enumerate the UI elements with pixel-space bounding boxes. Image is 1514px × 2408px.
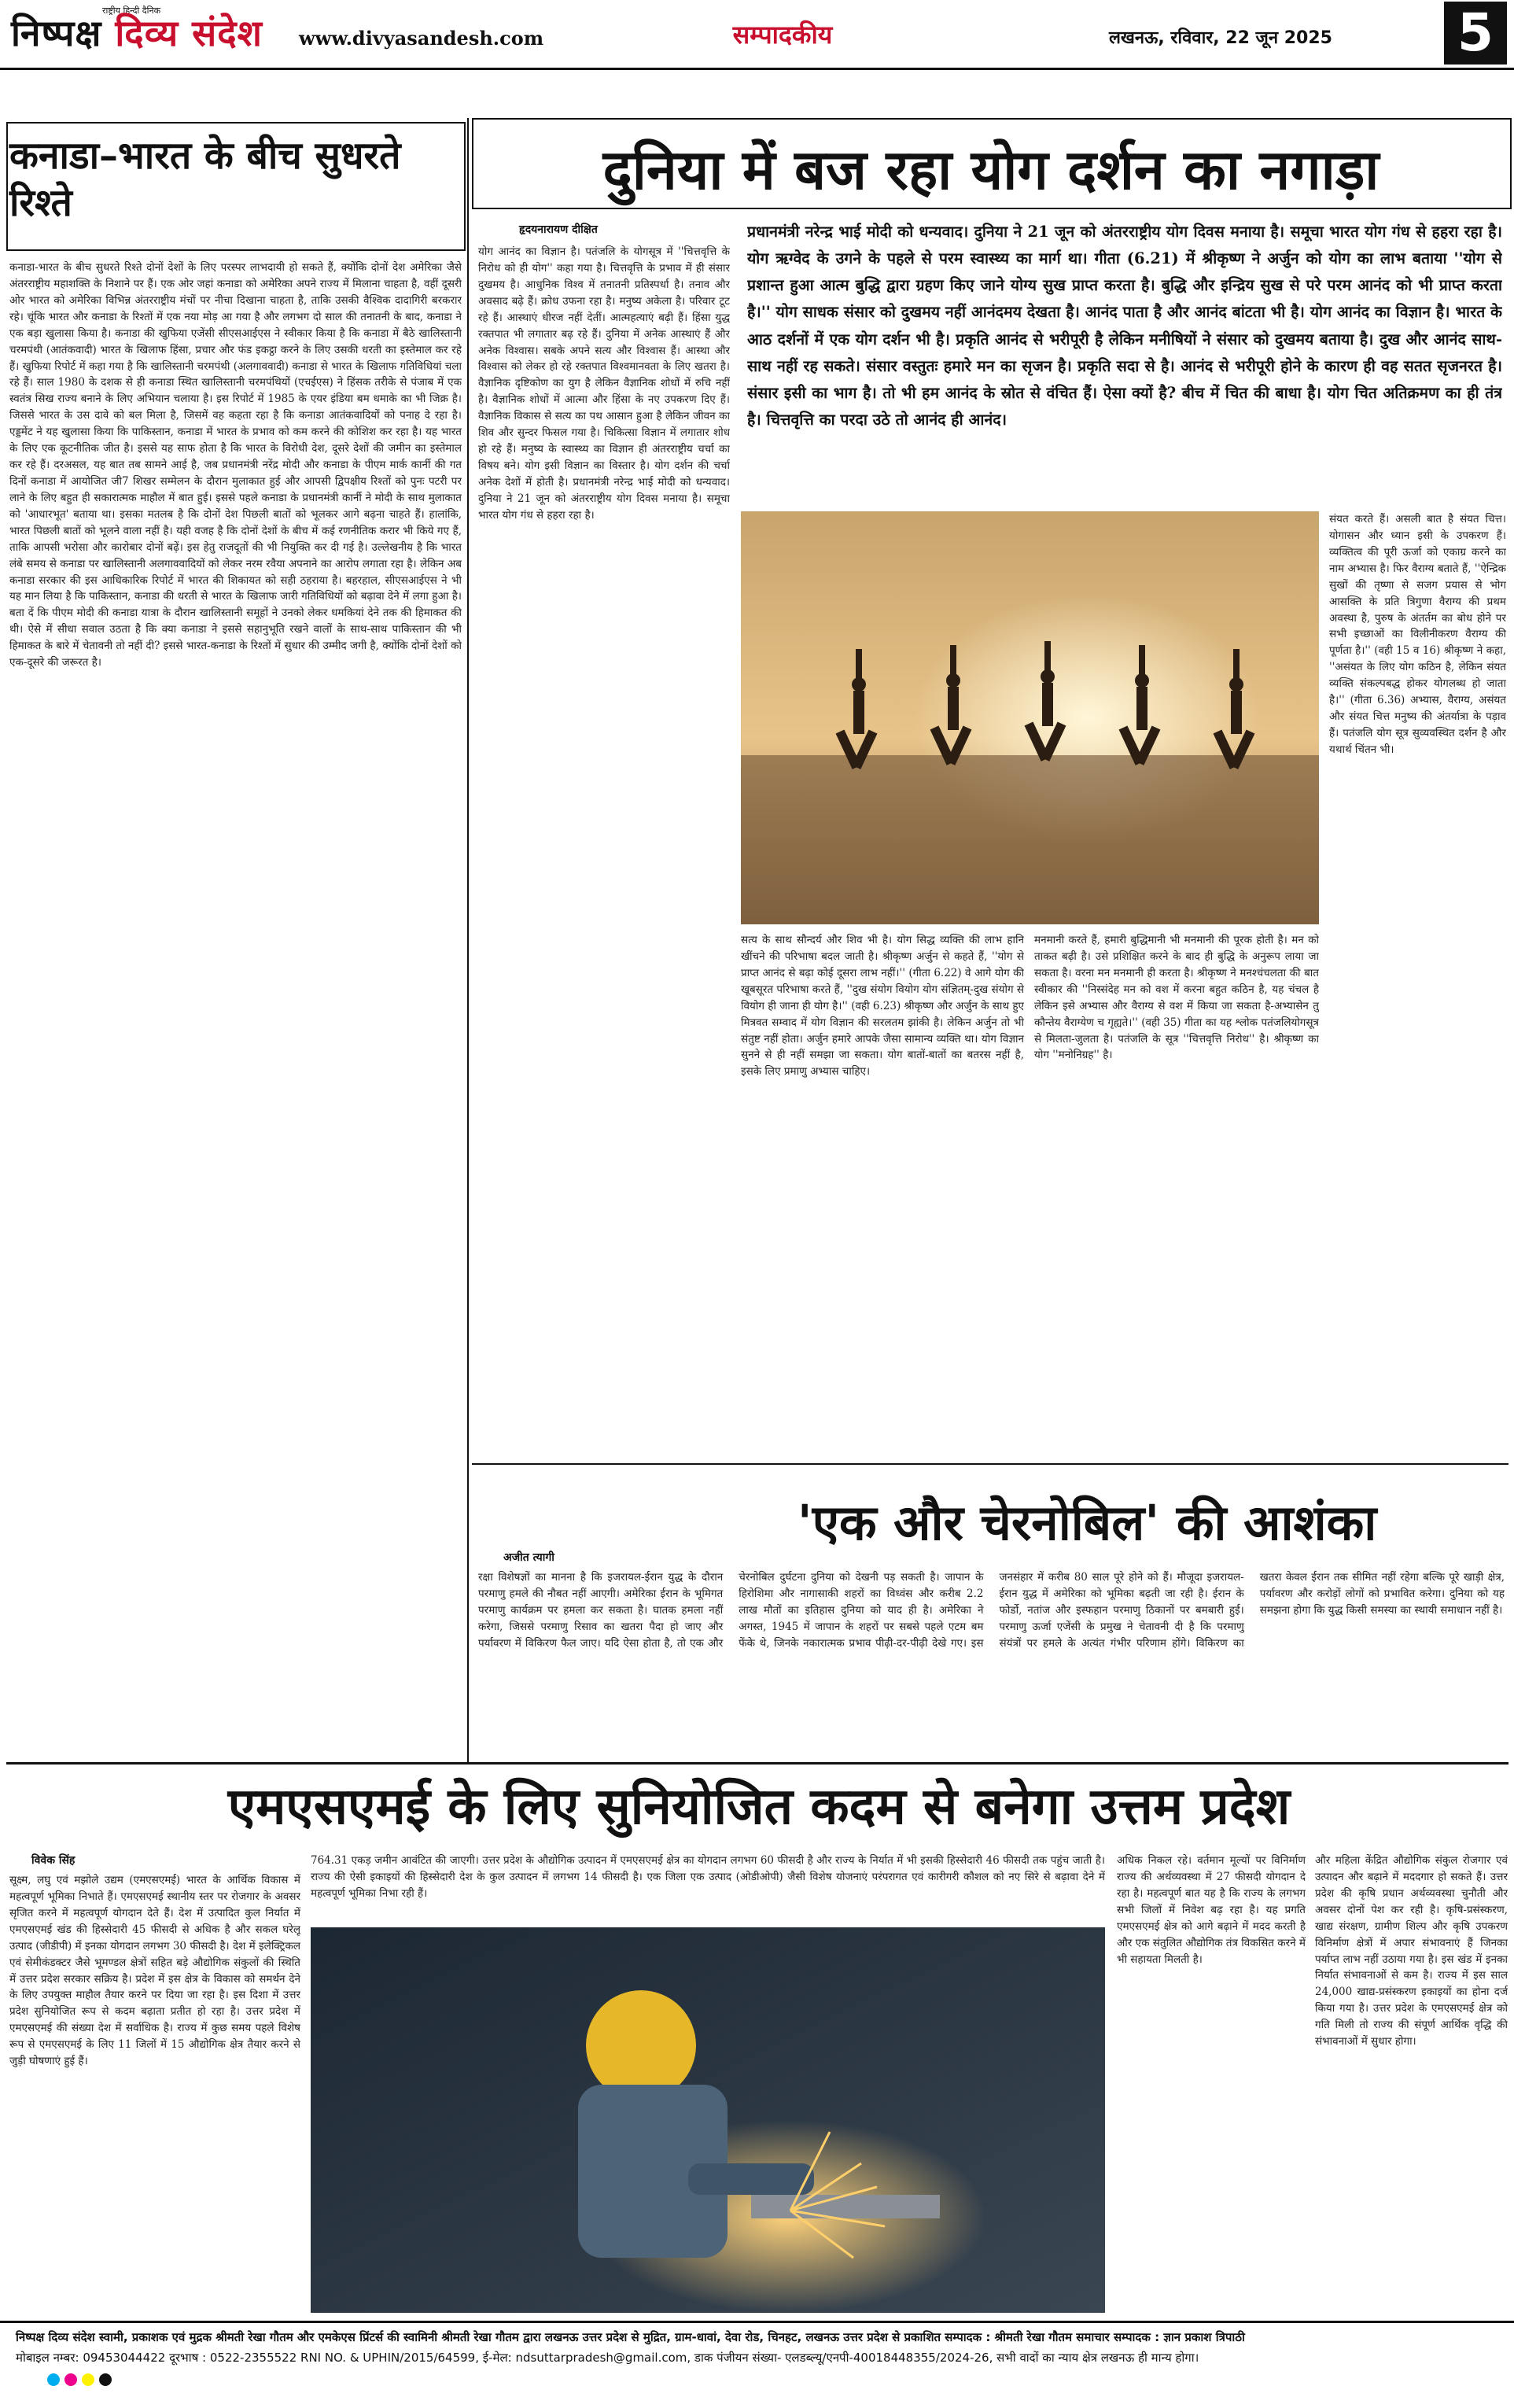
main-article-col1: योग आनंद का विज्ञान है। पतंजलि के योगसूत्र में ''चित्तवृत्ति के निरोध को ही योग'' कहा गया है। चित्तवृत्ति के प्रभाव में ही संसार दुखमय है। आधुनिक विश्व में तनातनी प्रतिस्पर्धा है। तनाव और अवसाद बढ़े हैं। क्रोध उफना रहा है। मनुष्य अकेला है। परिवार टूट रहे हैं। आस्थाएं धीरज नहीं देतीं। आत्महत्याएं बढ़ी हैं। हिंसा युद्ध रक्तपात भी लगातार बढ़ रहे हैं। दुनिया में अनेक आस्थाएं हैं और अनेक विश्वास। सबके अपने सत्य और विश्वास हैं। आस्था और विश्वास को लेकर हो रहे रक्तपात विश्वमानवता के लिए खतरा है। वैज्ञानिक दृष्टिकोण का युग है लेकिन वैज्ञानिक शोधों में रुचि नहीं है। वैज्ञानिक शोधों में आत्मा और हिंसा के नए उपकरण दिए हैं। वैज्ञानिक विकास से सत्य का पथ आसान हुआ है लेकिन जीवन का शिव और सुन्दर फिसल गया है। चिकित्सा विज्ञान में लगातार शोध हो रहे हैं। मनुष्य के स्वास्थ्य का विज्ञान ही अंतरराष्ट्रीय चर्चा का विषय बने। योग इसी विज्ञान का विस्तार है। योग दर्शन की चर्चा अनेक देशों में होती है। प्रधानमंत्री नरेन्द्र भाई मोदी को धन्यवाद। दुनिया ने 21 जून को अंतरराष्ट्रीय योग दिवस मनाया है। समूचा भारत योग गंध से हहरा रहा है। [478,245,730,522]
chernobyl-article-headline: 'एक और चेरनोबिल' की आशंका [797,1494,1377,1551]
masthead [0,0,1514,70]
main-article-col2: सत्य के साथ सौन्दर्य और शिव भी है। योग सिद्ध व्यक्ति की लाभ हानि खींचने की परिभाषा बदल जाती है। श्रीकृष्ण अर्जुन से कहते हैं, ''योग से प्राप्त आनंद से बढ़ा कोई दूसरा लाभ नहीं।'' (गीता 6.22) वे आगे योग की खूबसूरत परिभाषा करते हैं, ''दुख संयोग वियोग योग संज्ञितम्-दुख संयोग से वियोग ही जाना ही योग है।'' (वही 6.23) श्रीकृष्ण और अर्जुन के साथ हुए मित्रवत सम्वाद में योग विज्ञान की सरलतम झांकी है। लेकिन अर्जुन तो भी संतुष्ट नहीं होता। अर्जुन हमारे आपके जैसा सामान्य व्यक्ति था। योग विज्ञान सुनने से ही नहीं समझा जा सकता। योग बातों-बातों का बतरस नहीं है, इसके लिए प्रमाणु अभ्यास चाहिए। [741,934,1024,1079]
chernobyl-article-byline: अजीत त्यागी [503,1551,554,1564]
logo-part2: दिव्य संदेश [115,12,263,54]
main-article-headline: दुनिया में बज रहा योग दर्शन का नगाड़ा [602,137,1380,202]
chernobyl-article-body: रक्षा विशेषज्ञों का मानना है कि इजरायल-ईरान युद्ध के दौरान परमाणु हमले की नौबत नहीं आएगी। अमेरिका ईरान के भूमिगत परमाणु कार्यक्रम पर हमला कर सकता है। घातक हमला नहीं करेगा, जिससे परमाणु रिसाव का खतरा पैदा हो जाए और पर्यावरण में विकिरण फैल जाए। यदि ऐसा होता है, तो एक और चेरनोबिल दुर्घटना दुनिया को देखनी पड़ सकती है। जापान के हिरोशिमा और नागासाकी शहरों का विध्वंस और करीब 2.2 लाख मौतों का इतिहास दुनिया को याद ही है। अमेरिका ने अगस्त, 1945 में जापान के शहरों पर सबसे पहले एटम बम फेंके थे, जिनके नकारात्मक प्रभाव पीढ़ी-दर-पीढ़ी देखे गए। इस जनसंहार में करीब 80 साल पूरे होने को हैं। मौजूदा इजरायल-ईरान युद्ध में अमेरिका को भूमिका बढ़ती जा रही है। ईरान के फोर्डो, नतांज और इस्फहान परमाणु ठिकानों पर बमबारी हुई। परमाणु ऊर्जा एजेंसी के प्रमुख ने चेतावनी दी है कि परमाणु संयंत्रों पर हमले के अत्यंत गंभीर परिणाम होंगे। विकिरण का खतरा केवल ईरान तक सीमित नहीं रहेगा बल्कि पूरे खाड़ी क्षेत्र, पर्यावरण और करोड़ों लोगों को प्रभावित करेगा। दुनिया को यह समझना होगा कि युद्ध किसी समस्या का स्थायी समाधान नहीं है। [478,1571,1505,1650]
dateline: लखनऊ, रविवार, 22 जून 2025 [1109,28,1332,48]
section-name: सम्पादकीय [732,20,833,50]
left-article-body: कनाडा-भारत के बीच सुधरते रिश्ते दोनों देशों के लिए परस्पर लाभदायी हो सकते हैं, क्योंकि दोनों देश अमेरिका जैसे अंतरराष्ट्रीय महाशक्ति के निशाने पर हैं। एक ओर जहां कनाडा को अमेरिका अपने राज्य में मिलाना चाहता है, वहीं दूसरी ओर भारत को अमेरिका विभिन्न अंतरराष्ट्रीय मंचों पर नीचा दिखाना चाहता है, ताकि उसकी वैश्विक दादागिरी बरकरार रहे। चूंकि भारत और कनाडा के रिश्तों में एक नया मोड़ आ गया है और लगभग दो साल की तनातनी के बाद, कनाडा ने एक बड़ा खुलासा किया है। कनाडा की खुफिया एजेंसी सीएसआईएस ने स्वीकार किया है कि कनाडा में बैठे खालिस्तानी चरमपंथी (आतंकवादी) भारत के खिलाफ हिंसा, प्रचार और फंड इकट्ठा करने के लिए उसकी धरती का इस्तेमाल कर रहे हैं। खुफिया रिपोर्ट में कहा गया है कि खालिस्तानी चरमपंथी (अलगाववादी) कनाडा से भारत के खिलाफ गतिविधियां चला रहे हैं। साल 1980 के दशक से ही कनाडा स्थित खालिस्तानी चरमपंथियों (एचईएस) ने हिंसक तरीके से पंजाब में एक स्वतंत्र सिख राज्य बनाने के लिए अभियान चलाया है। इस रिपोर्ट में 1985 के एयर इंडिया बम धमाके का भी जिक्र है। जिससे भारत के उस दावे को बल मिला है, जिसमें वह कहता रहा है कि कनाडा आतंकवादियों को पनाह दे रहा है। एड्डमेंट ने यह खुलासा किया कि पाकिस्तान, कनाडा में भारत के प्रभाव को कम करने की कोशिश कर रहा है। यह भारत के लिए एक कूटनीतिक जीत है। इससे यह साफ होता है कि भारत के विरोधी देश, दूसरे देशों की जमीन का इस्तेमाल कर रहे हैं। दरअसल, यह बात तब सामने आई है, जब प्रधानमंत्री नरेंद्र मोदी और कनाडा के पीएम मार्क कार्नी की गत दिनों कनाडा में आयोजित जी7 शिखर सम्मेलन के दौरान मुलाकात हुई और आपसी द्विपक्षीय रिश्तों को पुनः पटरी पर लाने के लिए बहुत ही सकारात्मक माहौल में बात हुई। इससे पहले कनाडा के प्रधानमंत्री कार्नी ने मोदी के साथ मुलाकात को 'आधारभूत' बताया था। इसका मतलब है कि दोनों देश पिछली बातों को भूलकर आगे बढ़ना चाहते हैं। हालांकि, भारत पिछली बातों को भूलने वाला नहीं है। यही वजह है कि दोनों देशों के बीच में कई रणनीतिक करार भी किये गए हैं, ताकि आपसी भरोसा और कारोबार दोनों बढ़ें। इस हेतु राजदूतों की भी नियुक्ति कर दी गई है। उल्लेखनीय है कि भारत लंबे समय से कनाडा पर खालिस्तानी अलगाववादियों को लेकर नरम रवैया अपनाने का आरोप लगाता रहा है। लेकिन अब कनाडा सरकार की इस आधिकारिक रिपोर्ट में भारत की शिकायत को सही ठहराया है। बहरहाल, सीएसआईएस ने भी यह मान लिया है कि पाकिस्तान, कनाडा की धरती से भारत के खिलाफ जारी गतिविधियों को बढ़ावा देने में लगा हुआ है। बता दें कि पीएम मोदी की कनाडा यात्रा के दौरान खालिस्तानी समूहों ने उनको लेकर धमकियां देने तक की हिमाकत की थी। ऐसे में सीधा सवाल उठता है कि क्या कनाडा ने इससे सहानुभूति रखने वालों के साथ-साथ पाकिस्तान की भी हिमाकत के बारे में चेतावनी तो नहीं दी? इससे भारत-कनाडा के रिश्तों में सुधार की उम्मीद जगी है, क्योंकि दोनों देशों को एक-दूसरे की जरूरत है। [9,261,462,669]
footer-line1: निष्पक्ष दिव्य संदेश स्वामी, प्रकाशक एवं मुद्रक श्रीमती रेखा गौतम और एमकेएस प्रिंटर्स की स्वामिनी श्रीमती रेखा गौतम द्वारा लखनऊ उत्तर प्रदेश से मुद्रित, ग्राम-धावां, देवा रोड, चिनहट, लखनऊ उत्तर प्रदेश से प्रकाशित सम्पादक : श्रीमती रेखा गौतम समाचार सम्पादक : ज्ञान प्रकाश त्रिपाठी [16,2330,1245,2344]
msme-article-col4: और महिला केंद्रित औद्योगिक संकुल रोजगार एवं उत्पादन और बढ़ाने में मददगार हो सकते हैं। उत्तर प्रदेश की कृषि प्रधान अर्थव्यवस्था चुनौती और अवसर दोनों पेश कर रही है। कृषि-प्रसंस्करण, खाद्य संरक्षण, ग्रामीण शिल्प और कृषि उपकरण विनिर्माण क्षेत्रों में अपार संभावनाएं हैं जिनका पर्याप्त लाभ नहीं उठाया गया है। इस खंड में इनका निर्यात संभावनाओं से कम है। राज्य में इस साल 24,000 खाद्य-प्रसंस्करण इकाइयों का होना दर्ज किया गया है। उत्तर प्रदेश के एमएसएमई क्षेत्र को गति मिली तो राज्य की संपूर्ण आर्थिक वृद्धि की संभावनाओं में सुधार होगा। [1315,1854,1508,2048]
logo-part1: निष्पक्ष [11,12,116,54]
section-divider [472,1463,1508,1465]
newspaper-logo [11,8,263,57]
website-link[interactable]: www.divyasandesh.com [299,27,544,50]
column-divider [467,118,469,1762]
msme-article-col2: 764.31 एकड़ जमीन आवंटित की जाएगी। उत्तर प्रदेश के औद्योगिक उत्पादन में एमएसएमई क्षेत्र का योगदान लगभग 60 फीसदी है और राज्य के निर्यात में भी इसकी हिस्सेदारी 46 फीसदी तक पहुंच जाती है। राज्य की ऐसी इकाइयों की हिस्सेदारी देश के कुल उत्पादन में लगभग 14 फीसदी है। एक जिला एक उत्पाद (ओडीओपी) जैसी विशेष योजनाएं परंपरागत एवं कारीगरी कौशल को नए सिरे से बढ़ावा देने में महत्वपूर्ण भूमिका निभा रही हैं। [311,1854,1105,1900]
welder-illustration [311,1927,1105,2313]
msme-article-headline: एमएसएमई के लिए सुनियोजित कदम से बनेगा उत्तम प्रदेश [227,1777,1291,1836]
main-article-lead: प्रधानमंत्री नरेन्द्र भाई मोदी को धन्यवाद। दुनिया ने 21 जून को अंतरराष्ट्रीय योग दिवस मनाया है। समूचा भारत योग गंध से हहरा रहा है। योग ऋग्वेद के उगने के पहले से परम स्वास्थ्य का मार्ग था। गीता (6.21) में श्रीकृष्ण ने अर्जुन को योग का लाभ बताया ''योग से प्रशान्त हुआ आत्म बुद्धि द्वारा ग्रहण किए जाने योग्य सुख प्राप्त करता है। बुद्धि और इन्द्रिय सुख से परे परम आनंद को भी प्राप्त करता है।'' योग साधक संसार को दुखमय नहीं आनंदमय देखता है। आनंद पाता है और आनंद बांटता भी है। योग आनंद का विज्ञान है। भारत के आठ दर्शनों में एक योग दर्शन भी है। प्रकृति आनंद से भरीपूरी है लेकिन मनीषियों ने संसार को दुखमय बताया है। दुख और आनंद साथ-साथ नहीं रह सकते। संसार वस्तुतः हमारे मन का सृजन है। प्रकृति सदा से है। आनंद से भरीपूरी होने के कारण ही वह सतत सृजनरत है। संसार इसी का भाग है। तो भी हम आनंद के स्रोत से वंचित हैं। ऐसा क्यों है? बीच में चित की बाधा है। योग चित अतिक्रमण का ही तंत्र है। चित्तवृत्ति का परदा उठे तो आनंद ही आनंद। [747,223,1502,429]
section-divider [6,1762,1508,1765]
msme-article-col3: अधिक निकल रहे। वर्तमान मूल्यों पर विनिर्माण राज्य की अर्थव्यवस्था में 27 फीसदी योगदान दे रहा है। महत्वपूर्ण बात यह है कि राज्य के लगभग सभी जिलों में निवेश बढ़ रहा है। यह प्रगति एमएसएमई क्षेत्र को आगे बढ़ाने में मदद करती है और एक संतुलित औद्योगिक तंत्र विकसित करने में भी सहायता मिलती है। [1117,1854,1306,1966]
main-article-col3: मनमानी करते हैं, हमारी बुद्धिमानी भी मनमानी की पूरक होती है। मन को ताकत बढ़ी है। उसे प्रशिक्षित करने के बाद ही बुद्धि के अनुरूप लाया जा सकता है। वरना मन मनमानी ही करता है। श्रीकृष्ण ने मनश्चंचलता की बात स्वीकार की ''निस्संदेह मन को वश में करना बहुत कठिन है, यह चंचल है लेकिन इसे अभ्यास और वैराग्य से वश में किया जा सकता है-अभ्यासेन तु कौन्तेय वैराग्येण च गृह्यते।'' (वही 35) गीता का यह श्लोक पतंजलियोगसूत्र से मिलता-जुलता है। पतंजलि के सूत्र ''चित्तवृत्ति निरोध'' है। श्रीकृष्ण का योग ''मनोनिग्रह'' है। [1034,934,1319,1062]
yoga-sunset-illustration [741,511,1319,924]
color-registration-dots [0,2368,1514,2393]
left-article-headline: कनाडा–भारत के बीच सुधरते रिश्ते [9,134,401,225]
msme-article-col1: सूक्ष्म, लघु एवं मझोले उद्यम (एमएसएमई) भारत के आर्थिक विकास में महत्वपूर्ण भूमिका निभाते हैं। एमएसएमई स्थानीय स्तर पर रोजगार के अवसर सृजित करने में महत्वपूर्ण योगदान देते हैं। देश में उत्पादित कुल निर्यात में एमएसएमई खंड की हिस्सेदारी 45 फीसदी से अधिक है और सकल घरेलू उत्पाद (जीडीपी) में इनका योगदान लगभग 30 फीसदी है। देश में इलेक्ट्रिकल एवं सेमीकंडक्टर जैसे भूमण्डल क्षेत्रों सहित बड़े औद्योगिक संकुलों की स्थिति में उत्तर प्रदेश सरकार सक्रिय है। प्रदेश में इस क्षेत्र के विकास को समर्थन देने के लिए उपयुक्त माहौल तैयार करने पर दिया जा रहा है। इस दिशा में उत्तर प्रदेश सुनियोजित रूप से कदम बढ़ाता प्रतीत हो रहा है। उत्तर प्रदेश में एमएसएमई की संख्या देश में सर्वाधिक है। राज्य में कुछ समय पहले विशेष रूप से एमएसएमई के लिए 11 जिलों में 15 औद्योगिक क्षेत्र तैयार करने से जुड़ी घोषणाएं हुई हैं। [9,1874,300,2068]
factory-worker-photo [311,1927,1105,2313]
msme-article-byline: विवेक सिंह [31,1854,76,1867]
page-number: 5 [1444,2,1507,65]
main-article-byline: हृदयनारायण दीक्षित [519,223,598,236]
masthead-tagline: राष्ट्रीय हिन्दी दैनिक [102,6,161,16]
footer-line2: मोबाइल नम्बर: 09453044422 दूरभाष : 0522-2355522 RNI NO. & UPHIN/2015/64599, ई-मेल: ndsuttarpradesh@gmail.com, डाक पंजीयन संख्या- एलडब्ल्यू/एनपी-40018448355/2024-26, सभी वादों का न्याय क्षेत्र लखनऊ ही मान्य होगा। [16,2350,1199,2365]
footer [0,2321,1514,2408]
main-article-col4: संयत करते हैं। असली बात है संयत चित्त। योगासन और ध्यान इसी के उपकरण हैं। व्यक्तित्व की पूरी ऊर्जा को एकाग्र करने का नाम अभ्यास है। फिर वैराग्य बताते हैं, ''ऐन्द्रिक सुखों की तृष्णा से सजग प्रयास से भोग आसक्ति के प्रति त्रिगुणा वैराग्य की प्रथम अवस्था है, पुरुष के अंतर्तम का बोध होने पर सभी इच्छाओं का विलीनीकरण वैराग्य की पूर्णता है।'' (वही 15 व 16) श्रीकृष्ण ने कहा, ''असंयत के लिए योग कठिन है, लेकिन संयत व्यक्ति संकल्पबद्ध होकर योगलब्ध हो जाता है।'' (गीता 6.36) अभ्यास, वैराग्य, असंयत और संयत चित्त मनुष्य की अंतर्यात्रा के पड़ाव हैं। पतंजलि योग सूत्र सुव्यवस्थित दर्शन है और यथार्थ चिंतन भी। [1329,513,1506,756]
yoga-photo [741,511,1319,924]
